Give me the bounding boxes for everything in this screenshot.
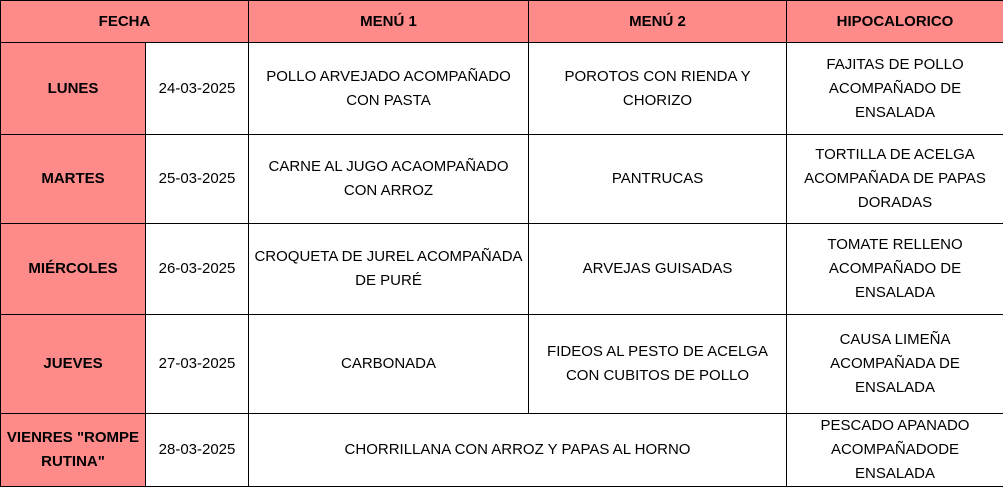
menu-2-cell: ARVEJAS GUISADAS xyxy=(529,224,787,315)
date-cell: 27-03-2025 xyxy=(146,315,249,414)
menu-1-cell: CARNE AL JUGO ACAOMPAÑADO CON ARROZ xyxy=(249,135,529,224)
header-menu-1: MENÚ 1 xyxy=(249,1,529,43)
menu-1-cell: CROQUETA DE JUREL ACOMPAÑADA DE PURÉ xyxy=(249,224,529,315)
menu-2-cell: PANTRUCAS xyxy=(529,135,787,224)
date-cell: 26-03-2025 xyxy=(146,224,249,315)
day-label: MARTES xyxy=(1,135,146,224)
day-label: VIENRES "ROMPE RUTINA" xyxy=(1,414,146,487)
table-row xyxy=(1,135,1003,224)
merged-menu-cell: CHORRILLANA CON ARROZ Y PAPAS AL HORNO xyxy=(249,414,787,487)
header-row xyxy=(1,1,1003,43)
day-label: LUNES xyxy=(1,43,146,135)
table-row xyxy=(1,43,1003,135)
menu-1-cell: POLLO ARVEJADO ACOMPAÑADO CON PASTA xyxy=(249,43,529,135)
date-cell: 28-03-2025 xyxy=(146,414,249,487)
table-row xyxy=(1,315,1003,414)
hipocalorico-cell: CAUSA LIMEÑA ACOMPAÑADA DE ENSALADA xyxy=(787,315,1003,414)
hipocalorico-cell: FAJITAS DE POLLO ACOMPAÑADO DE ENSALADA xyxy=(787,43,1003,135)
day-label: MIÉRCOLES xyxy=(1,224,146,315)
header-fecha: FECHA xyxy=(1,1,249,43)
hipocalorico-cell: PESCADO APANADO ACOMPAÑADODE ENSALADA xyxy=(787,414,1003,487)
hipocalorico-cell: TOMATE RELLENO ACOMPAÑADO DE ENSALADA xyxy=(787,224,1003,315)
header-menu-2: MENÚ 2 xyxy=(529,1,787,43)
header-hipocalorico: HIPOCALORICO xyxy=(787,1,1003,43)
table-row xyxy=(1,224,1003,315)
table-row xyxy=(1,414,1003,487)
day-label: JUEVES xyxy=(1,315,146,414)
date-cell: 25-03-2025 xyxy=(146,135,249,224)
menu-1-cell: CARBONADA xyxy=(249,315,529,414)
hipocalorico-cell: TORTILLA DE ACELGA ACOMPAÑADA DE PAPAS DORADAS xyxy=(787,135,1003,224)
date-cell: 24-03-2025 xyxy=(146,43,249,135)
menu-2-cell: POROTOS CON RIENDA Y CHORIZO xyxy=(529,43,787,135)
menu-2-cell: FIDEOS AL PESTO DE ACELGA CON CUBITOS DE POLLO xyxy=(529,315,787,414)
